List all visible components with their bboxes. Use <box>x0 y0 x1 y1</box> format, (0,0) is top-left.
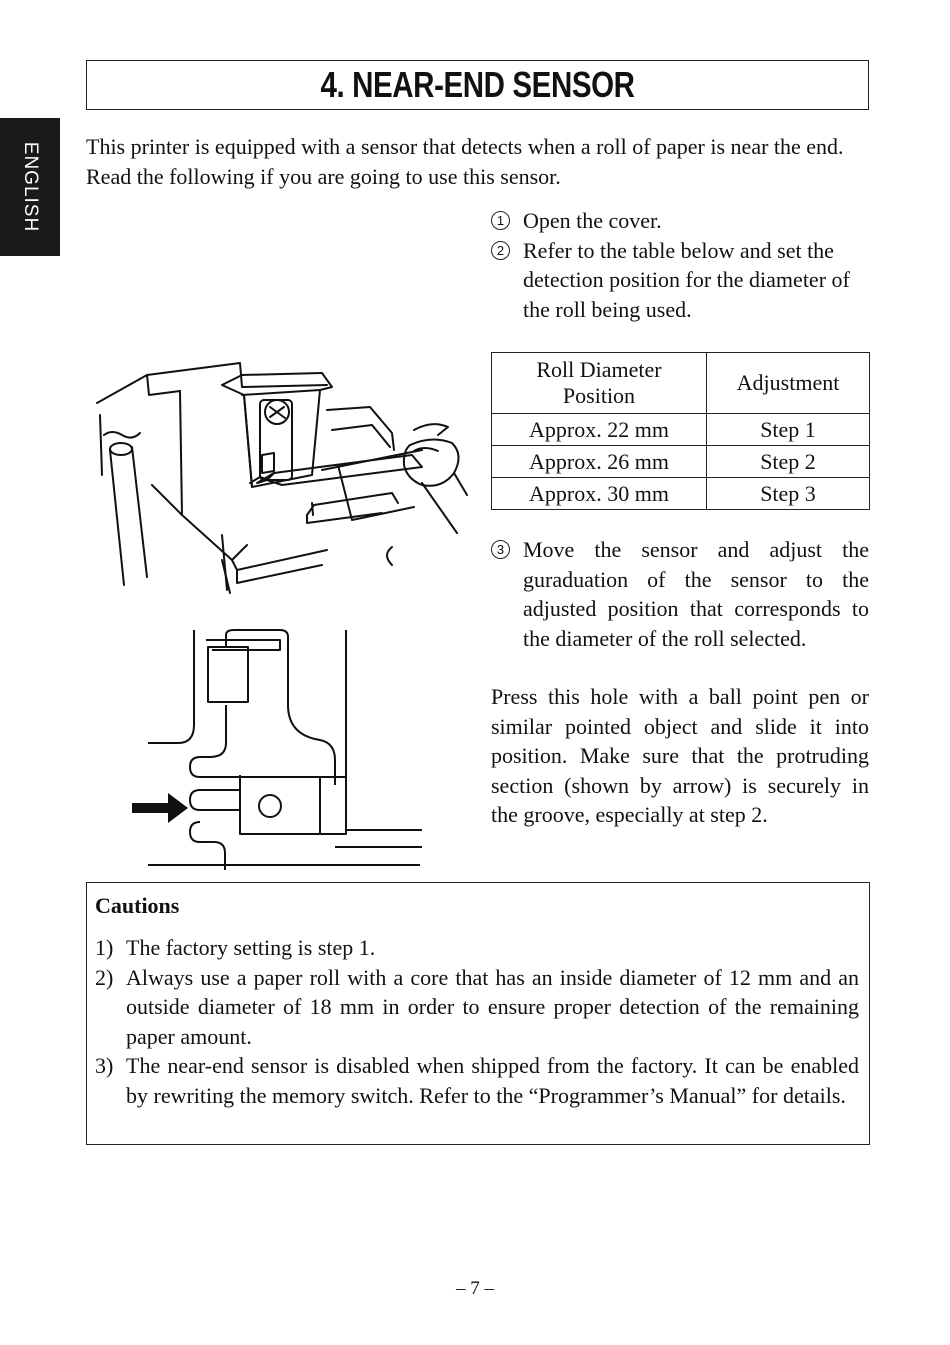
language-tab <box>0 118 60 256</box>
table-cell-diameter: Approx. 22 mm <box>492 414 707 446</box>
page-number: – 7 – <box>456 1278 494 1299</box>
step-number: 3 <box>491 540 510 559</box>
table-row <box>492 446 870 478</box>
section-title-box <box>86 60 869 110</box>
cautions-box <box>86 882 870 1145</box>
table-cell-adjustment: Step 1 <box>707 414 870 446</box>
table-header-adjustment: Adjustment <box>707 353 870 414</box>
sensor-groove-closeup <box>130 625 430 875</box>
caution-text: Always use a paper roll with a core that has an inside diameter of 12 mm and an outside diameter of 18 mm in order to ensure proper detection of the remaining paper amount. <box>126 964 859 1049</box>
step-item <box>491 236 869 325</box>
press-instructions: Press this hole with a ball point pen or similar pointed object and slide it into position. Make sure that the protruding section (shown by arrow) is securely in the groove, especially at step 2. <box>491 684 869 827</box>
table-row <box>492 478 870 510</box>
caution-marker: 3) <box>95 1053 114 1078</box>
printer-sensor-illustration <box>92 355 472 605</box>
step-item <box>491 535 869 653</box>
table-cell-adjustment: Step 2 <box>707 446 870 478</box>
step-number: 2 <box>491 241 510 260</box>
section-title: 4. NEAR-END SENSOR <box>320 64 635 105</box>
table-row <box>492 414 870 446</box>
caution-item <box>95 963 859 1052</box>
step-text: Refer to the table below and set the detection position for the diameter of the roll being used. <box>523 237 850 322</box>
cautions-heading: Cautions <box>95 893 180 918</box>
table-header-row <box>492 353 870 414</box>
steps-list-bottom <box>491 535 869 653</box>
step-number: 1 <box>491 211 510 230</box>
adjustment-table <box>491 352 870 510</box>
caution-text: The factory setting is step 1. <box>126 935 376 960</box>
caution-item <box>95 933 859 963</box>
cautions-list <box>95 933 859 1110</box>
caution-text: The near-end sensor is disabled when shipped from the factory. It can be enabled by rewriting the memory switch. Refer to the “Programmer’s Manual” for details. <box>126 1053 859 1108</box>
step-text: Open the cover. <box>523 208 662 233</box>
intro-paragraph: This printer is equipped with a sensor that detects when a roll of paper is near the end. Read the following if you are going to use this sensor. <box>86 134 844 189</box>
step-item <box>491 206 869 236</box>
table-cell-diameter: Approx. 30 mm <box>492 478 707 510</box>
caution-marker: 2) <box>95 964 114 990</box>
table-cell-diameter: Approx. 26 mm <box>492 446 707 478</box>
table-cell-adjustment: Step 3 <box>707 478 870 510</box>
steps-list-top <box>491 206 869 324</box>
language-tab-label: ENGLISH <box>20 141 41 233</box>
caution-marker: 1) <box>95 935 114 960</box>
table-header-diameter: Roll Diameter Position <box>492 353 707 414</box>
caution-item <box>95 1051 859 1110</box>
step-text: Move the sensor and adjust the guraduation of the sensor to the adjusted position that corresponds to the diameter of the roll selected. <box>523 537 869 651</box>
